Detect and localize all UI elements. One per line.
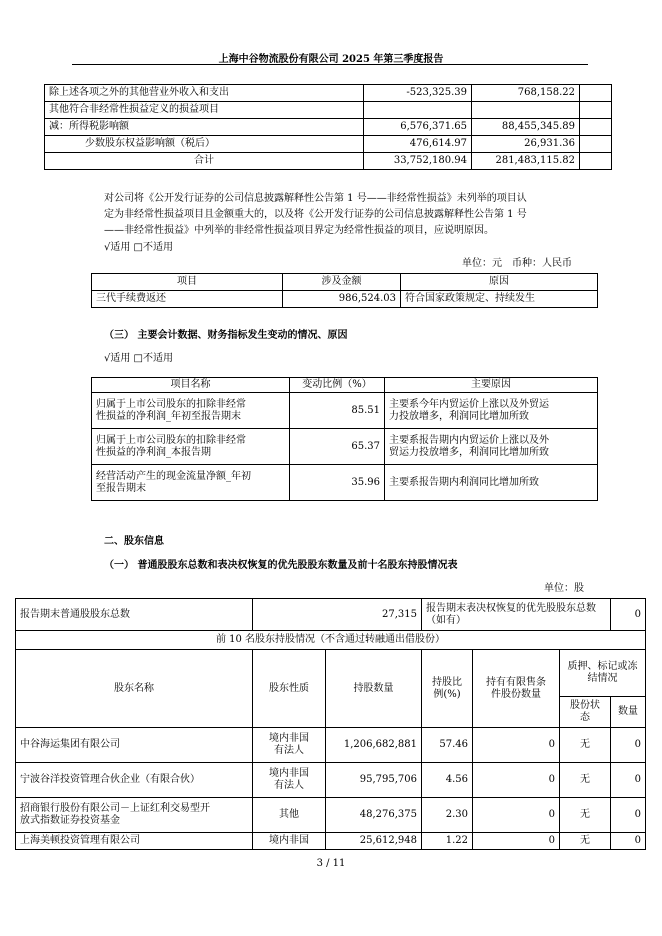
section-title: （三） 主要会计数据、财务指标发生变动的情况、原因 [104,330,348,341]
item-name: 至报告期末 [96,482,146,494]
non-recurring-table [44,84,612,170]
item-name-cell [92,465,290,501]
column-header [473,650,560,728]
pref-shareholders-value: 0 [611,599,646,631]
nature-line: 境内非国 [269,768,309,779]
page-number: 3 / 11 [316,858,346,869]
pledge-count: 0 [611,833,646,850]
table-row [45,119,612,136]
shareholder-nature: 境内非国 [253,833,326,850]
name-line: 放式指数证券投资基金 [20,815,120,826]
header-line: 持有有限售条 [486,676,546,688]
amount-cell: 986,524.03 [283,291,401,308]
unit-shares: 单位：股 [544,583,584,594]
item-name: 经营活动产生的现金流量净额_年初 [96,470,251,482]
share-qty: 25,612,948 [326,833,422,850]
shareholder-name: 中谷海运集团有限公司 [16,728,253,763]
nature-line: 境内非国 [269,733,309,744]
table-row [45,153,612,170]
header-rule [72,64,588,65]
label-line: （如有） [426,614,466,626]
reason-cell [385,465,598,501]
column-header: 项目 [92,274,283,291]
pledge-status: 无 [560,728,611,763]
item-cell: 三代手续费返还 [92,291,283,308]
note-cell [580,136,612,153]
row-label: 其他符合非经常性损益定义的损益项目 [45,102,364,119]
table-row [16,833,646,850]
note-cell [580,153,612,170]
name-line: 招商银行股份有限公司－上证红利交易型开 [20,803,210,814]
pledge-count: 0 [611,763,646,798]
limited-shares: 0 [473,763,560,798]
table-row [45,85,612,102]
share-ratio: 4.56 [422,763,473,798]
change-pct-cell: 65.37 [290,429,385,465]
nature-line: 有法人 [274,780,304,791]
applicable-checkbox: √适用 □不适用 [104,242,173,253]
top10-title-row [16,631,646,650]
row-label: 少数股东权益影响额（税后） [45,136,364,153]
shareholder-nature [253,763,326,798]
reason-cell [385,429,598,465]
nature-line: 有法人 [274,745,304,756]
current-period-value [364,102,472,119]
table-row [45,136,612,153]
table-header-row [92,378,598,393]
table-row [92,291,598,308]
note-cell [580,119,612,136]
column-header: 涉及金额 [283,274,401,291]
shareholder-name [16,798,253,833]
reason-text: 主要系今年内贸运价上涨以及外贸运 [389,398,549,410]
row-label: 减：所得税影响额 [45,119,364,136]
ytd-value: 26,931.36 [472,136,580,153]
item-name: 归属于上市公司股东的扣除非经常 [96,398,246,410]
total-shareholders-label: 报告期末普通股股东总数 [16,599,253,631]
label-line: 报告期末表决权恢复的优先股股东总数 [426,602,596,614]
applicable-checkbox: √适用 □不适用 [104,353,173,364]
column-header [560,697,611,728]
reason-text: 主要系报告期内内贸运价上涨以及外 [389,434,549,446]
header-line: 态 [580,712,591,723]
section-title: 二、股东信息 [104,536,164,547]
reason-cell [385,393,598,429]
share-qty: 1,206,682,881 [326,728,422,763]
item-name-cell [92,393,290,429]
item-name: 性损益的净利润_本报告期 [96,446,211,458]
share-ratio: 1.22 [422,833,473,850]
change-reasons-table [91,377,598,501]
column-header: 变动比例（%） [290,378,385,393]
item-name: 性损益的净利润_年初至报告期末 [96,410,241,422]
header-line: 股份状 [570,700,601,711]
header-line: 质押、标记或冻 [567,661,638,672]
item-name-cell [92,429,290,465]
top10-title: 前 10 名股东持股情况（不含通过转融通出借股份） [16,631,646,650]
pledge-status: 无 [560,833,611,850]
table-header-row [16,650,646,697]
column-header: 原因 [401,274,598,291]
total-shareholders-value: 27,315 [253,599,422,631]
item-name: 归属于上市公司股东的扣除非经常 [96,434,246,446]
page-header: 上海中谷物流股份有限公司 2025 年第三季度报告 [218,54,444,65]
ytd-value: 281,483,115.82 [472,153,580,170]
pledge-status: 无 [560,763,611,798]
shareholder-name: 宁波谷洋投资管理合伙企业（有限合伙） [16,763,253,798]
note-cell [580,85,612,102]
table-row [92,429,598,465]
current-period-value: 476,614.97 [364,136,472,153]
explanation-line: 定为非经常性损益项目且金额重大的，以及将《公开发行证券的公司信息披露解释性公告第 1 号 [104,209,527,220]
table-row [16,798,646,833]
column-header [560,650,646,697]
share-qty: 95,795,706 [326,763,422,798]
table-header-row [92,274,598,291]
current-period-value: 33,752,180.94 [364,153,472,170]
table-row [16,728,646,763]
ytd-value [472,102,580,119]
ytd-value: 768,158.22 [472,85,580,102]
header-line: 持股比 [432,676,462,688]
change-pct-cell: 35.96 [290,465,385,501]
limited-shares: 0 [473,798,560,833]
shareholder-nature [253,728,326,763]
shareholder-nature: 其他 [253,798,326,833]
unit-currency: 单位：元 币种：人民币 [462,258,572,269]
column-header [422,650,473,728]
limited-shares: 0 [473,833,560,850]
column-header: 持股数量 [326,650,422,728]
pref-shareholders-label [422,599,611,631]
column-header: 数量 [611,697,646,728]
pledge-count: 0 [611,728,646,763]
row-label: 除上述各项之外的其他营业外收入和支出 [45,85,364,102]
pledge-status: 无 [560,798,611,833]
table-row [45,102,612,119]
pledge-count: 0 [611,798,646,833]
row-label: 合计 [45,153,364,170]
reason-text: 贸运力投放增多，利润同比增加所致 [389,446,549,458]
note-cell [580,102,612,119]
subsection-title: （一） 普通股股东总数和表决权恢复的优先股股东数量及前十名股东持股情况表 [104,560,458,571]
share-ratio: 2.30 [422,798,473,833]
table-row [92,393,598,429]
reason-text: 主要系报告期内利润同比增加所致 [389,476,539,488]
column-header: 项目名称 [92,378,290,393]
limited-shares: 0 [473,728,560,763]
share-ratio: 57.46 [422,728,473,763]
column-header: 主要原因 [385,378,598,393]
shareholders-table [15,598,646,850]
header-line: 结情况 [587,673,618,684]
table-row [16,763,646,798]
share-qty: 48,276,375 [326,798,422,833]
explanation-line: ——非经常性损益》中列举的非经常性损益项目界定为经常性损益的项目，应说明原因。 [104,225,494,236]
ytd-value: 88,455,345.89 [472,119,580,136]
reason-text: 力投放增多，利润同比增加所致 [389,410,529,422]
current-period-value: -523,325.39 [364,85,472,102]
header-line: 例(%) [433,688,461,700]
change-pct-cell: 85.51 [290,393,385,429]
shareholder-name: 上海美顿投资管理有限公司 [16,833,253,850]
reason-cell: 符合国家政策规定、持续发生 [401,291,598,308]
column-header: 股东名称 [16,650,253,728]
table-row [92,465,598,501]
recurring-classification-table [91,273,598,308]
column-header: 股东性质 [253,650,326,728]
summary-row [16,599,646,631]
current-period-value: 6,576,371.65 [364,119,472,136]
header-line: 件股份数量 [491,688,541,700]
explanation-line: 对公司将《公开发行证券的公司信息披露解释性公告第 1 号——非经常性损益》未列举的项目认 [104,193,527,204]
